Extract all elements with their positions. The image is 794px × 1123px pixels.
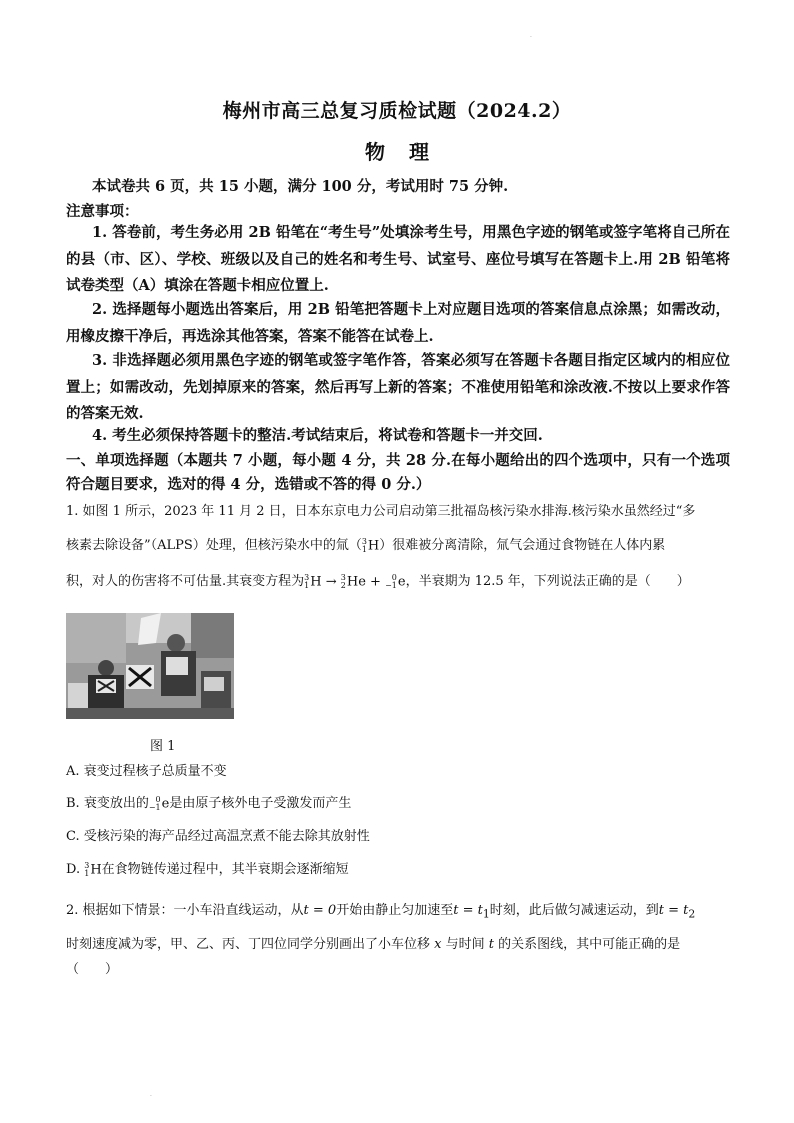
notice-rule-1: 1. 答卷前，考生务必用 2B 铅笔在“考生号”处填涂考生号，用黑色字迹的钢笔或签字笔将自己所在的县（市、区）、学校、班级以及自己的姓名和考生号、试室号、座位号填写在答题卡上.用 2B 铅笔将试卷类型（A）填涂在答题卡相应位置上. xyxy=(66,224,730,294)
q1-option-b[interactable]: B. 衰变放出的 0 −1 e是由原子核外电子受激发而产生 xyxy=(66,794,352,812)
exam-title: 梅州市高三总复习质检试题（2024.2） xyxy=(222,100,572,122)
q1-stem-line-1: 1. 如图 1 所示，2023 年 11 月 2 日，日本东京电力公司启动第三批福岛核污染水排海.核污染水虽然经过“多 xyxy=(66,504,696,519)
q2-stem-line-2: 时刻速度减为零，甲、乙、丙、丁四位同学分别画出了小车位移 x 与时间 t 的关系图线，其中可能正确的是 xyxy=(66,937,681,952)
q1-option-c[interactable]: C. 受核污染的海产品经过高温烹煮不能去除其放射性 xyxy=(66,829,370,844)
figure-1-caption: 图 1 xyxy=(150,739,176,754)
notice-rule-4: 4. 考生必须保持答题卡的整洁.考试结束后，将试卷和答题卡一并交回. xyxy=(92,427,543,444)
q1-stem-line-3: 积，对人的伤害将不可估量.其衰变方程为 3 1 H → 3 2 He + 0 −1 e，半衰期为 12.5 年，下列说法正确的是（ ） xyxy=(66,572,690,590)
figure-1-photo xyxy=(66,613,234,719)
notice-rule-3: 3. 非选择题必须用黑色字迹的钢笔或签字笔作答，答案必须写在答题卡各题目指定区域内的相应位置上；如需改动，先划掉原来的答案，然后再写上新的答案；不准使用铅笔和涂改液.不按以上要求作答的答案无效. xyxy=(66,352,730,422)
q2-answer-blank: （ ） xyxy=(66,962,119,977)
electron-symbol: 0 −1 e xyxy=(148,794,170,812)
section-heading: 一、单项选择题（本题共 7 小题，每小题 4 分，共 28 分.在每小题给出的四个选项中，只有一个选项符合题目要求，选对的得 4 分，选错或不答的得 0 分.） xyxy=(66,452,730,493)
q1-option-d[interactable]: D. 3 1 H在食物链传递过程中，其半衰期会逐渐缩短 xyxy=(66,860,349,878)
tritium-symbol: 3 1 H xyxy=(361,536,380,554)
subject-title: 物理 xyxy=(365,140,453,164)
scan-speck: · xyxy=(530,34,532,41)
protest-photo-illustration xyxy=(66,613,234,719)
decay-equation: 3 1 H → 3 2 He + 0 −1 e xyxy=(304,572,406,590)
tritium-symbol: 3 1 H xyxy=(84,860,102,878)
q1-stem-line-2: 核素去除设备”（ALPS）处理，但核污染水中的氚（ 3 1 H）很难被分离清除，氚气会通过食物链在人体内累 xyxy=(66,536,666,554)
q2-stem-line-1: 2. 根据如下情景：一小车沿直线运动，从t = 0开始由静止匀加速至$t = t_1$时刻，此后做匀减速运动，到$t = t_2$ xyxy=(66,903,696,921)
notice-rule-2: 2. 选择题每小题选出答案后，用 2B 铅笔把答题卡上对应题目选项的答案信息点涂黑；如需改动，用橡皮擦干净后，再选涂其他答案，答案不能答在试卷上. xyxy=(66,301,730,345)
scan-speck: · xyxy=(150,1093,152,1100)
exam-intro: 本试卷共 6 页，共 15 小题，满分 100 分，考试用时 75 分钟. xyxy=(92,178,509,195)
q1-option-a[interactable]: A. 衰变过程核子总质量不变 xyxy=(66,764,227,779)
notice-heading: 注意事项： xyxy=(66,203,139,220)
